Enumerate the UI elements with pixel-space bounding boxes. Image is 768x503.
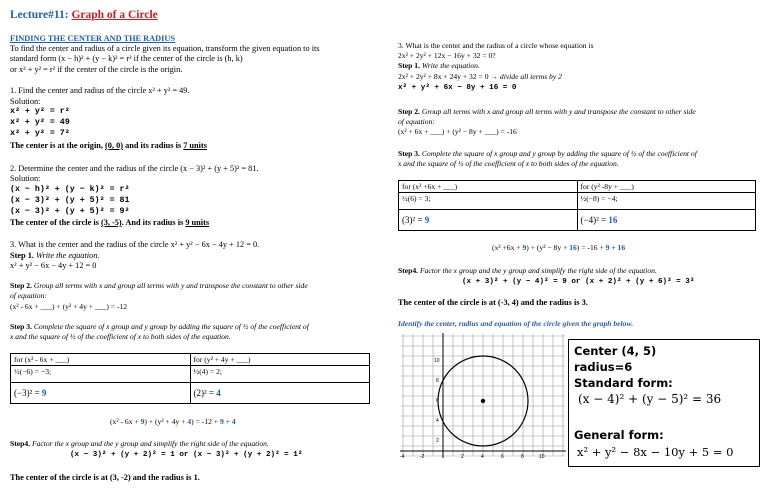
table-cell: ½(−8) = −4; — [577, 193, 756, 210]
r-step3-cont: x and the square of ½ of the coefficient of x to both sides of the equation. — [398, 159, 619, 168]
x-tick-label: 6 — [501, 454, 504, 459]
y-tick-label: 4 — [436, 418, 439, 424]
page-title: Lecture#11: Graph of a Circle — [10, 9, 158, 21]
table-cell: ½(4) = 2; — [190, 366, 370, 383]
center-point — [481, 399, 485, 403]
ex2-step-2: (x − 3)² + (y + 5)² = 81 — [10, 196, 130, 205]
grid-lines — [401, 334, 565, 456]
table-cell: (3)² = 9 — [399, 210, 578, 231]
x-tick-label: -4 — [400, 454, 405, 459]
ex3-step1: Step 1. Write the equation. — [10, 251, 100, 260]
ex3-step2: Step 2. Group all terms with x and group all terms with y and transpose the constant to other side — [10, 281, 308, 290]
r-answer: The center of the circle is at (-3, 4) and the radius is 3. — [398, 298, 588, 307]
table-header-x: for (x² +6x + ___) — [399, 181, 578, 193]
example-3-question: 3. What is the center and the radius of the circle x² + y² − 6x − 4y + 12 = 0. — [10, 240, 260, 249]
example-2-question: 2. Determine the center and the radius of the circle (x − 3)² + (y + 5)² = 81. — [10, 164, 259, 173]
general-form-label: General form: — [574, 428, 664, 442]
graph-instruction: Identify the center, radius and equation of the circle given the graph below. — [398, 319, 634, 328]
title-link[interactable]: Graph of a Circle — [71, 9, 158, 21]
r-completed-sum: (x² +6x + 9) + (y² − 8y + 16) = -16 + 9 + 16 — [492, 243, 626, 252]
x-tick-label: 4 — [481, 454, 484, 459]
ex3-completion-table — [10, 353, 370, 404]
ex3-completed-sum: (x² - 6x + 9) + (y² + 4y + 4) = -12 + 9 + 4 — [110, 417, 236, 426]
ex1-step-2: x² + y² = 49 — [10, 118, 70, 127]
table-cell: (−3)² = 9 — [11, 383, 191, 404]
solution-label-2: Solution: — [10, 174, 41, 183]
intro-line-3: or x² + y² = r² if the center of the circle is the origin. — [10, 65, 183, 74]
solution-label: Solution: — [10, 97, 41, 106]
ex3-equation: x² + y² − 6x − 4y + 12 = 0 — [10, 261, 97, 270]
ex3-step3: Step 3. Complete the square of x group and y group by adding the square of ½ of the coefficient of — [10, 322, 309, 331]
intro-line-1: To find the center and radius of a circle given its equation, transform the given equation to its — [10, 44, 320, 53]
x-tick-label: -2 — [420, 454, 425, 459]
r-step2-cont: of equation: — [398, 117, 435, 126]
radius-answer: radius=6 — [574, 360, 633, 374]
r-step3: Step 3. Complete the square of x group and y group by adding the square of ½ of the coefficient of — [398, 149, 697, 158]
center-answer: Center (4, 5) — [574, 344, 657, 358]
table-cell: ½(6) = 3; — [399, 193, 578, 210]
x-tick-label: 2 — [461, 454, 464, 459]
y-tick-label: 8 — [436, 378, 439, 384]
ex3-step4: Step4. Factor the x group and the y group and simplify the right side of the equation. — [10, 439, 269, 448]
r-step4: Step4. Factor the x group and the y group and simplify the right side of the equation. — [398, 266, 657, 275]
r-step1: Step 1. Write the equation. — [398, 61, 480, 70]
circle-graph — [398, 331, 568, 459]
section-heading: FINDING THE CENTER AND THE RADIUS — [10, 34, 175, 43]
y-tick-label: 6 — [436, 398, 439, 404]
table-header-y: for (y² -8y + ___) — [577, 181, 756, 193]
x-tick-label: 10 — [539, 454, 545, 459]
r-factored: (x + 3)² + (y − 4)² = 9 or (x + 2)² + (y + 6)² = 3² — [462, 278, 695, 286]
r-example-equation: 2x² + 2y² + 12x − 16y + 32 = 0? — [398, 51, 496, 60]
y-tick-label: 2 — [436, 438, 439, 444]
r-equation-a: 2x² + 2y² + 8x + 24y + 32 = 0 → divide all terms by 2 — [398, 72, 562, 81]
standard-form-label: Standard form: — [574, 376, 673, 390]
table-cell: (2)² = 4 — [190, 383, 370, 404]
standard-form-equation: (x − 4)² + (y − 5)² = 36 — [578, 392, 722, 406]
intro-line-2: standard form (x − h)² + (y − k)² = r² if the center of the circle is (h, k) — [10, 54, 243, 63]
table-cell: ½(−6) = −3; — [11, 366, 191, 383]
table-header-x: for (x² - 6x + ___) — [11, 354, 191, 366]
r-example-question: 3. What is the center and the radius of a circle whose equation is — [398, 41, 594, 50]
y-tick-label: 10 — [434, 358, 440, 364]
ex3-factored: (x − 3)² + (y + 2)² = 1 or (x − 3)² + (y + 2)² = 1² — [70, 451, 303, 459]
ex3-answer: The center of the circle is at (3, -2) and the radius is 1. — [10, 473, 200, 482]
answer-box — [568, 339, 760, 467]
general-form-equation: x² + y² − 8x − 10y + 5 = 0 — [577, 445, 734, 459]
ex1-answer: The center is at the origin, (0, 0) and its radius is 7 units — [10, 141, 207, 150]
r-completion-table — [398, 180, 756, 231]
r-step2: Step 2. Group all terms with x and group all terms with y and transpose the constant to other side — [398, 107, 696, 116]
ex1-step-1: x² + y² = r² — [10, 107, 70, 116]
ex2-step-1: (x − h)² + (y − k)² = r² — [10, 185, 130, 194]
ex3-step2-cont: of equation: — [10, 291, 47, 300]
r-grouping: (x² + 6x + ___) + (y² − 8y + ___) = -16 — [398, 127, 517, 136]
table-header-y: for (y² + 4y + ___) — [190, 354, 370, 366]
ex3-step3-cont: x and the square of ½ of the coefficient of x to both sides of the equation. — [10, 332, 231, 341]
ex3-grouping: (x² - 6x + ___) + (y² + 4y + ___) = -12 — [10, 302, 128, 311]
x-tick-label: 8 — [521, 454, 524, 459]
table-cell: (−4)² = 16 — [577, 210, 756, 231]
ex1-step-3: x² + y² = 7² — [10, 129, 70, 138]
example-1-question: 1. Find the center and radius of the circle x² + y² = 49. — [10, 86, 190, 95]
ex2-answer: The center of the circle is (3, -5). And its radius is 9 units — [10, 218, 210, 227]
ex2-step-3: (x − 3)² + (y + 5)² = 9² — [10, 207, 130, 216]
r-equation-b: x² + y² + 6x − 8y + 16 = 0 — [398, 84, 517, 92]
